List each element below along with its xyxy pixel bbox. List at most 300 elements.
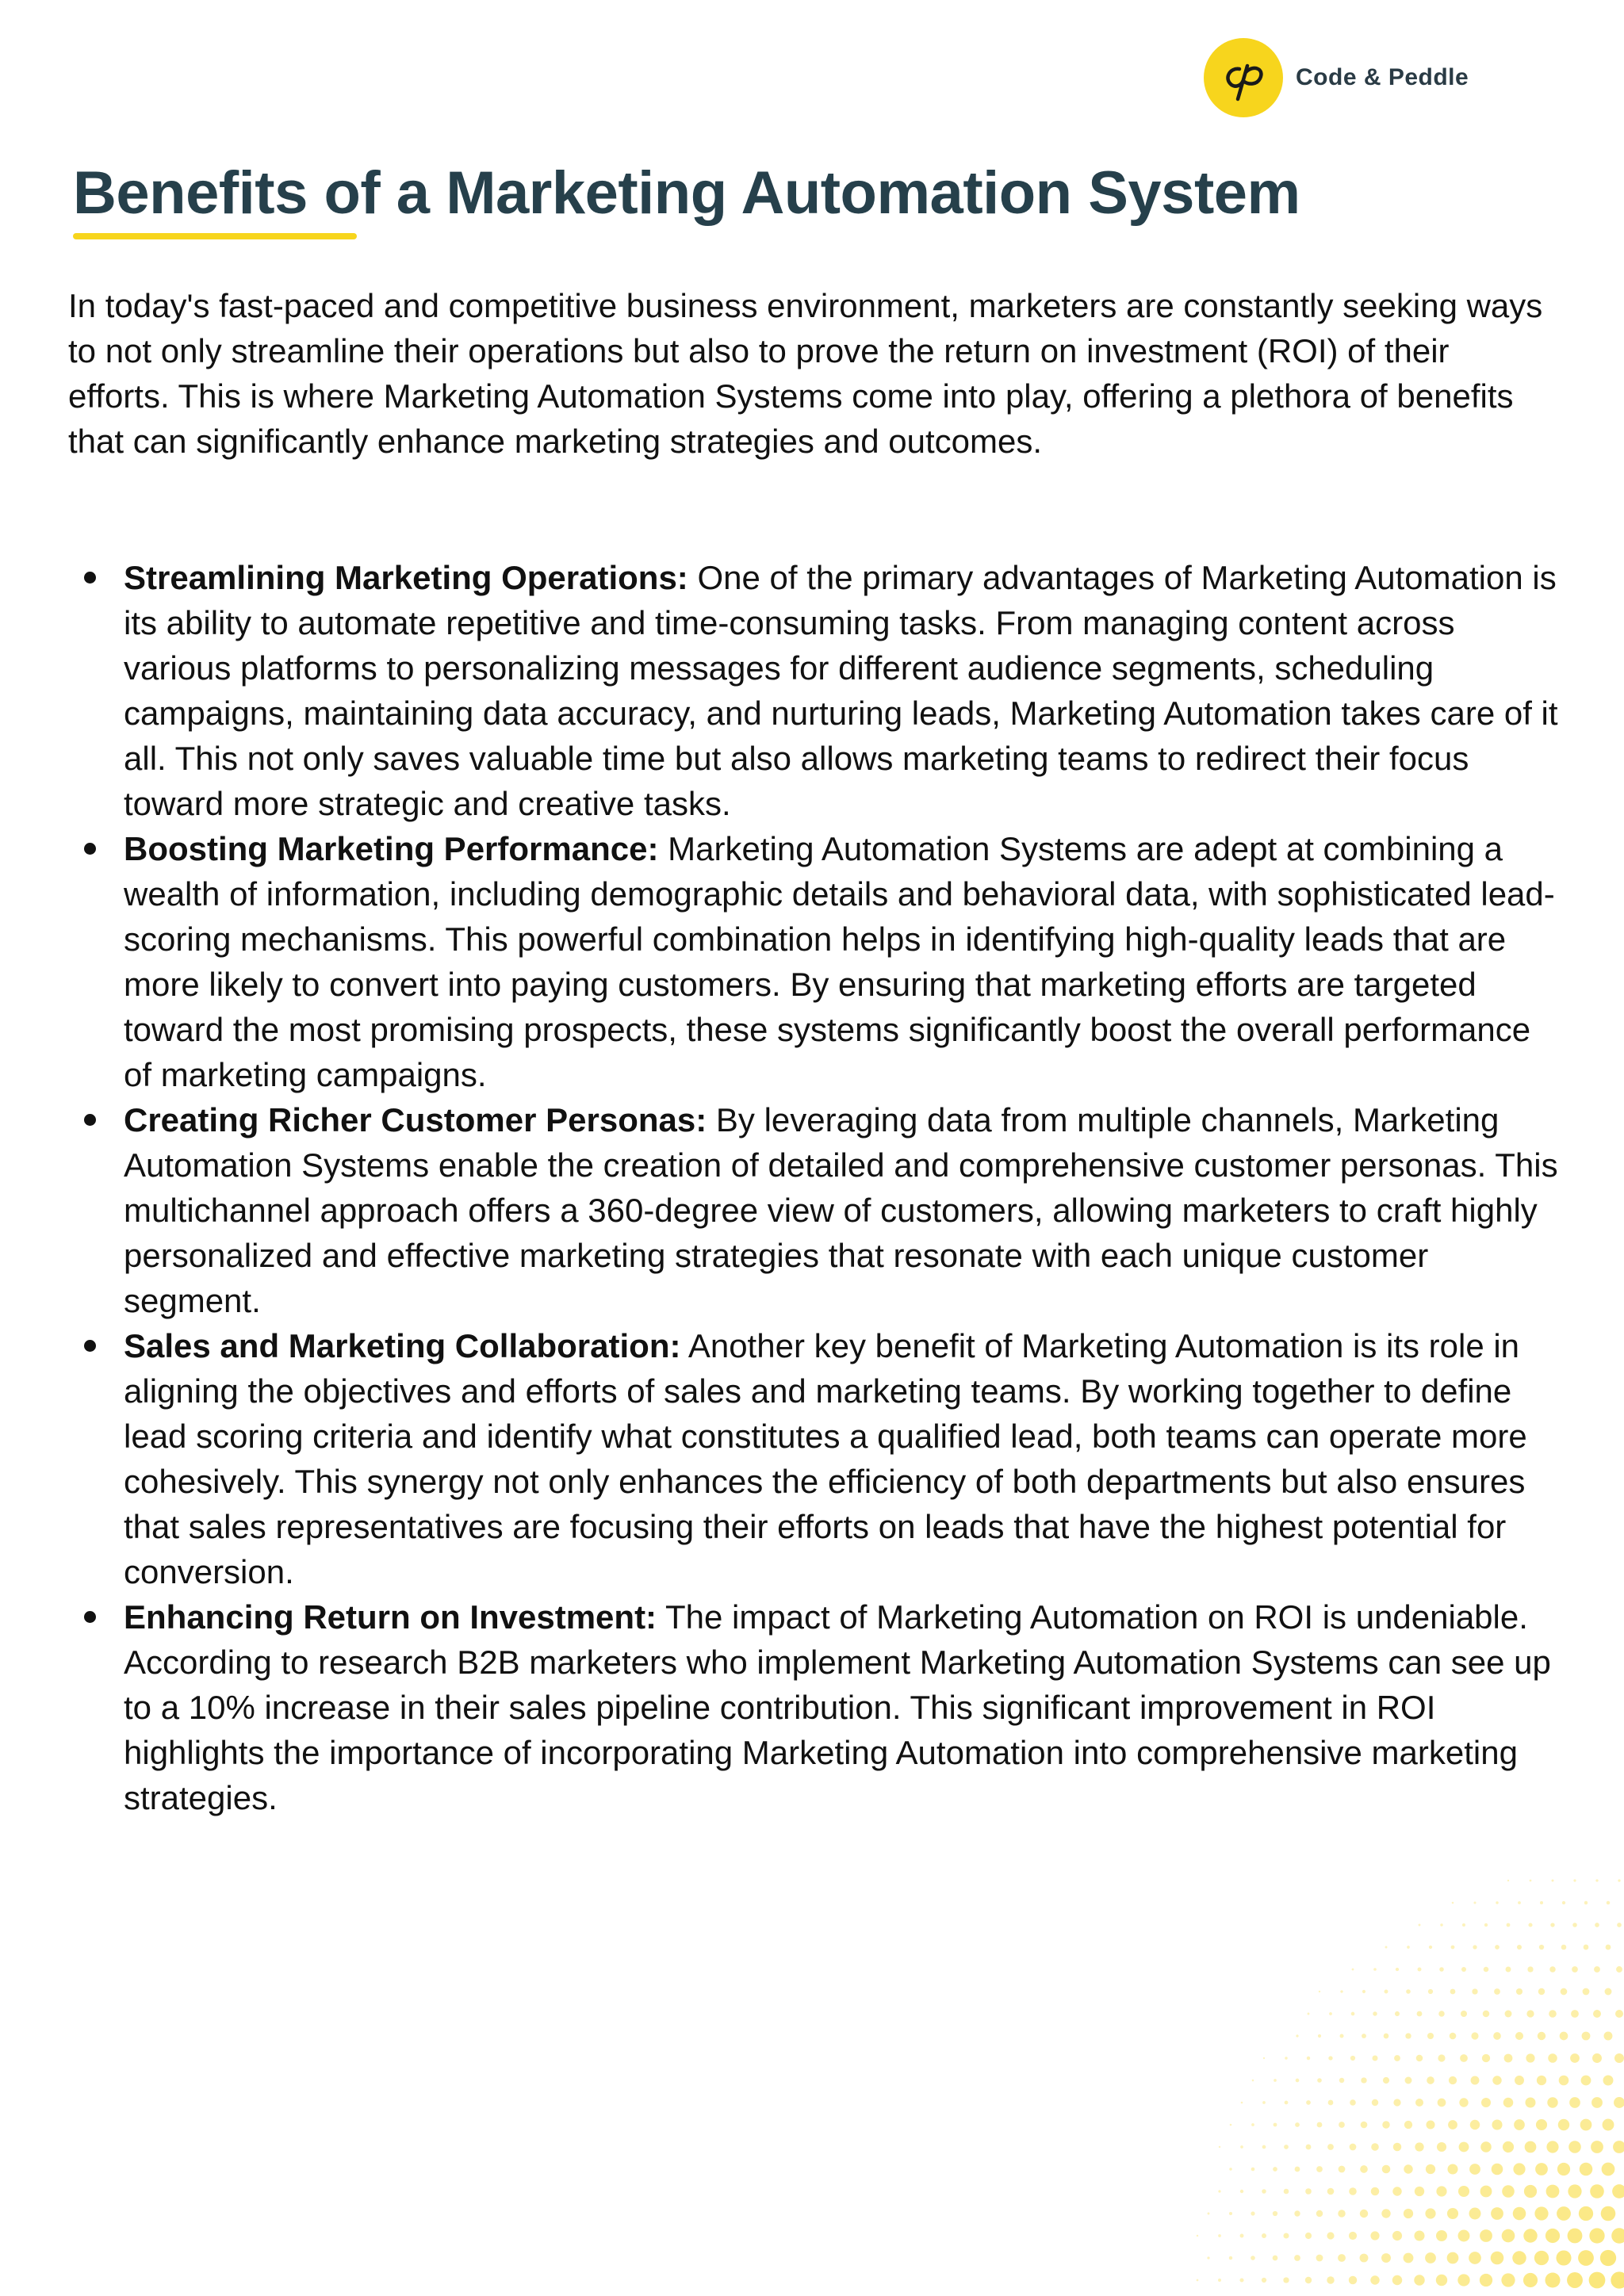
decorative-dot	[1306, 2145, 1312, 2150]
decorative-dot	[1471, 2076, 1480, 2085]
decorative-dot	[1285, 2057, 1287, 2059]
decorative-dot	[1523, 2273, 1538, 2287]
decorative-dot	[1473, 1901, 1476, 1904]
decorative-dot	[1394, 2055, 1400, 2061]
decorative-dot	[1592, 2053, 1602, 2063]
decorative-dot	[1349, 2232, 1357, 2240]
decorative-dot	[1568, 2141, 1581, 2153]
decorative-dot	[1338, 2254, 1346, 2262]
decorative-dot	[1539, 1945, 1544, 1950]
decorative-dot	[1373, 2011, 1377, 2015]
decorative-dot	[1339, 2122, 1345, 2128]
decorative-dot	[1362, 1990, 1365, 1993]
decorative-dot	[1415, 2142, 1423, 2151]
decorative-dot	[1450, 1989, 1456, 1995]
decorative-dot	[1571, 2010, 1579, 2018]
decorative-dot	[1601, 2206, 1616, 2221]
decorative-dot	[1404, 2121, 1412, 2129]
decorative-dot	[1197, 2235, 1198, 2237]
decorative-dot	[1295, 2167, 1300, 2172]
decorative-dot	[1284, 2145, 1289, 2149]
decorative-dot	[1327, 2144, 1334, 2150]
decorative-dot	[1240, 2234, 1244, 2238]
decorative-dot	[1611, 2271, 1624, 2288]
decorative-dot	[1339, 2078, 1345, 2084]
decorative-dot	[1395, 2011, 1400, 2016]
decorative-dot	[1618, 1879, 1620, 1881]
decorative-dot	[1589, 2272, 1606, 2289]
decorative-dot	[1285, 2101, 1289, 2105]
decorative-dot	[1427, 2033, 1434, 2039]
decorative-dot	[1614, 2097, 1624, 2108]
decorative-dot	[1461, 2011, 1467, 2017]
decorative-dot	[1240, 2190, 1243, 2193]
decorative-dot	[1251, 2123, 1254, 2126]
benefit-title: Boosting Marketing Performance:	[124, 830, 659, 867]
decorative-dot	[1573, 1879, 1576, 1881]
decorative-dot	[1425, 2208, 1435, 2218]
benefit-title: Streamlining Marketing Operations:	[124, 559, 688, 596]
decorative-dot	[1448, 2120, 1457, 2130]
decorative-dot	[1406, 1989, 1411, 1994]
decorative-dot	[1517, 1945, 1522, 1950]
decorative-dot	[1438, 2011, 1444, 2016]
decorative-dot	[1426, 2120, 1434, 2129]
brand-logo	[1204, 38, 1469, 117]
decorative-dot	[1328, 2100, 1334, 2106]
decorative-dot	[1469, 2164, 1480, 2175]
decorative-dot	[1568, 2229, 1583, 2244]
decorative-dot	[1252, 2080, 1254, 2082]
decorative-dot	[1561, 1945, 1567, 1950]
decorative-dot	[1439, 1967, 1444, 1972]
decorative-dot	[1338, 2210, 1345, 2217]
decorative-dot	[1316, 2210, 1323, 2217]
decorative-dot	[1569, 2097, 1580, 2108]
decorative-dot	[1417, 2011, 1423, 2017]
decorative-dot	[1262, 2145, 1266, 2149]
decorative-dot	[1319, 1991, 1320, 1992]
decorative-dot	[1218, 2234, 1221, 2237]
decorative-dot	[1611, 2228, 1624, 2244]
benefits-list	[68, 555, 1559, 1820]
decorative-dot	[1452, 1902, 1454, 1904]
decorative-dot	[1578, 2250, 1594, 2266]
decorative-dot	[1438, 2054, 1445, 2061]
decorative-dot	[1229, 2212, 1232, 2215]
decorative-dot	[1496, 1901, 1498, 1904]
cp-monogram-icon	[1216, 50, 1271, 105]
decorative-dot	[1362, 2034, 1366, 2038]
decorative-dot	[1526, 2053, 1534, 2062]
bullet-icon	[84, 572, 96, 584]
decorative-dot	[1584, 1945, 1589, 1950]
decorative-dot	[1385, 1946, 1388, 1949]
decorative-dot	[1197, 2279, 1199, 2282]
title-underline	[73, 233, 357, 239]
decorative-dot	[1327, 2232, 1334, 2239]
decorative-dot	[1458, 2186, 1469, 2197]
decorative-dot	[1262, 2101, 1266, 2104]
decorative-dot	[1361, 2077, 1366, 2083]
decorative-dot	[1274, 2079, 1277, 2082]
decorative-dot	[1416, 2055, 1423, 2062]
decorative-dot	[1437, 2142, 1446, 2152]
decorative-dot	[1427, 2076, 1434, 2084]
decorative-dot	[1568, 2184, 1581, 2198]
benefit-item-roi	[68, 1594, 1559, 1820]
decorative-dot	[1591, 2097, 1603, 2108]
decorative-dot	[1589, 2228, 1604, 2243]
decorative-dot	[1415, 2099, 1423, 2107]
decorative-dot	[1383, 2077, 1389, 2084]
decorative-dot	[1606, 1945, 1611, 1950]
decorative-dot	[1414, 2230, 1424, 2241]
brand-name: Code & Peddle	[1296, 64, 1469, 90]
decorative-dot	[1581, 2076, 1591, 2086]
decorative-dot	[1525, 2097, 1535, 2107]
decorative-dot	[1382, 2165, 1391, 2174]
decorative-dot	[1559, 2076, 1569, 2086]
bullet-icon	[84, 843, 96, 855]
decorative-dot	[1339, 2034, 1343, 2038]
decorative-dot	[1558, 2119, 1569, 2130]
decorative-dot	[1381, 2209, 1390, 2218]
decorative-dot	[1505, 2011, 1512, 2018]
decorative-dot	[1481, 2098, 1491, 2107]
logo-mark-icon	[1204, 38, 1283, 117]
decorative-dot	[1580, 2119, 1592, 2131]
decorative-dot	[1501, 2273, 1515, 2286]
decorative-dot	[1419, 1924, 1421, 1927]
decorative-dot	[1491, 2252, 1504, 2265]
decorative-dot	[1307, 2057, 1310, 2060]
decorative-dot	[1295, 2122, 1300, 2127]
decorative-dot	[1504, 2054, 1513, 2063]
decorative-dot	[1580, 2163, 1593, 2176]
benefit-text: Another key benefit of Marketing Automation is its role in aligning the objectives and efforts of sales and marketing teams. By working together to define lead scoring criteria and identify what constitutes a qualified lead, both teams can operate more cohesively. This synergy not only enhances the efficiency of both departments but also ensures that sales representatives are focusing their efforts on leads that have the highest potential for conversion.	[124, 1327, 1527, 1590]
decorative-dot	[1407, 1946, 1410, 1949]
decorative-dot	[1262, 2278, 1266, 2283]
decorative-dot	[1514, 2119, 1525, 2130]
decorative-dot	[1492, 2119, 1502, 2130]
decorative-dot	[1469, 2252, 1481, 2264]
decorative-dot	[1436, 2275, 1447, 2286]
decorative-dot	[1535, 2163, 1548, 2175]
decorative-dot	[1305, 2188, 1312, 2195]
decorative-dot	[1583, 1988, 1590, 1996]
decorative-dot	[1562, 1901, 1565, 1904]
decorative-dot	[1296, 2079, 1300, 2083]
decorative-dot	[1372, 2055, 1377, 2061]
page-title: Benefits of a Marketing Automation System	[73, 159, 1300, 227]
decorative-dot	[1350, 2099, 1356, 2106]
decorative-dot	[1239, 2278, 1243, 2282]
decorative-dot	[1556, 2250, 1571, 2265]
decorative-dot	[1579, 2206, 1593, 2221]
decorative-dot	[1615, 2010, 1623, 2018]
decorative-dot-pattern	[1180, 1852, 1624, 2296]
bullet-icon	[84, 1611, 96, 1623]
benefit-text: The impact of Marketing Automation on ROI is undeniable. According to research B2B marketers who implement Marketing Automation Systems can see up to a 10% increase in their sales pipeline contribution. This significant improvement in ROI highlights the importance of incorporating Marketing Automation into comprehensive marketing strategies.	[124, 1598, 1551, 1816]
decorative-dot	[1349, 2276, 1357, 2284]
decorative-dot	[1273, 2167, 1277, 2172]
decorative-dot	[1451, 1946, 1455, 1950]
decorative-dot	[1549, 2010, 1557, 2018]
decorative-dot	[1582, 2032, 1591, 2041]
decorative-dot	[1590, 2184, 1604, 2198]
benefit-text: One of the primary advantages of Marketing Automation is its ability to automate repetitive and time-consuming tasks. From managing content across various platforms to personalizing messages for different audience segments, scheduling campaigns, maintaining data accuracy, and nurturing leads, Marketing Automation takes care of it all. This not only saves valuable time but also allows marketing teams to redirect their focus toward more strategic and creative tasks.	[124, 559, 1558, 822]
benefit-title: Sales and Marketing Collaboration:	[124, 1327, 681, 1364]
decorative-dot	[1538, 1988, 1545, 1995]
decorative-dot	[1308, 2013, 1310, 2015]
decorative-dot	[1384, 2034, 1389, 2039]
decorative-dot	[1530, 1880, 1532, 1882]
decorative-dot	[1370, 2231, 1379, 2240]
decorative-dot	[1495, 1945, 1500, 1950]
decorative-dot	[1480, 2141, 1492, 2152]
decorative-dot	[1382, 2121, 1389, 2128]
decorative-dot	[1536, 2119, 1547, 2130]
decorative-dot	[1328, 2056, 1332, 2060]
decorative-dot	[1549, 1966, 1556, 1973]
decorative-dot	[1385, 1990, 1388, 1994]
decorative-dot	[1350, 2144, 1357, 2151]
decorative-dot	[1361, 2122, 1368, 2129]
decorative-dot	[1546, 2185, 1560, 2198]
decorative-dot	[1218, 2190, 1220, 2192]
decorative-dot	[1507, 1880, 1509, 1881]
decorative-dot	[1229, 2256, 1232, 2260]
decorative-dot	[1405, 2033, 1411, 2038]
decorative-dot	[1218, 2279, 1221, 2282]
decorative-dot	[1584, 1901, 1588, 1904]
decorative-dot	[1616, 1966, 1622, 1973]
decorative-dot	[1262, 2233, 1266, 2238]
decorative-dot	[1518, 1901, 1521, 1904]
decorative-dot	[1480, 2229, 1492, 2242]
decorative-dot	[1207, 2256, 1209, 2259]
decorative-dot	[1483, 2011, 1489, 2017]
decorative-dot	[1436, 2230, 1447, 2241]
decorative-dot	[1507, 1923, 1511, 1927]
decorative-dot	[1429, 1946, 1432, 1949]
decorative-dot	[1600, 2250, 1616, 2266]
decorative-dot	[1459, 2098, 1468, 2107]
decorative-dot	[1523, 2229, 1537, 2242]
decorative-dot	[1274, 2123, 1277, 2127]
decorative-dot	[1329, 2012, 1332, 2015]
decorative-dot	[1548, 2053, 1557, 2063]
decorative-dot	[1393, 2099, 1400, 2106]
decorative-dot	[1393, 2143, 1401, 2151]
decorative-dot	[1396, 1968, 1399, 1971]
decorative-dot	[1306, 2100, 1311, 2105]
decorative-dot	[1602, 2163, 1615, 2176]
decorative-dot	[1459, 2142, 1469, 2152]
decorative-dot	[1263, 2057, 1265, 2059]
decorative-dot	[1526, 2010, 1534, 2017]
decorative-dot	[1273, 2256, 1278, 2261]
decorative-dot	[1513, 2207, 1526, 2221]
decorative-dot	[1414, 2275, 1424, 2285]
benefit-title: Enhancing Return on Investment:	[124, 1598, 657, 1636]
decorative-dot	[1240, 2145, 1243, 2149]
decorative-dot	[1229, 2168, 1231, 2170]
decorative-dot	[1294, 2210, 1300, 2216]
decorative-dot	[1545, 2229, 1560, 2243]
decorative-dot	[1458, 2230, 1470, 2242]
decorative-dot	[1617, 1923, 1622, 1927]
decorative-dot	[1537, 2076, 1546, 2085]
decorative-dot	[1339, 2166, 1346, 2173]
decorative-dot	[1251, 2256, 1255, 2260]
decorative-dot	[1534, 2206, 1548, 2220]
decorative-dot	[1613, 2141, 1624, 2153]
benefit-item-personas	[68, 1097, 1559, 1323]
decorative-dot	[1370, 2275, 1379, 2284]
decorative-dot	[1528, 1923, 1532, 1927]
decorative-dot	[1603, 2076, 1614, 2086]
benefit-text: Marketing Automation Systems are adept at combining a wealth of information, including demographic details and behavioral data, with sophisticated lead-scoring mechanisms. This powerful combination helps in identifying high-quality leads that are more likely to convert into paying customers. By ensuring that marketing efforts are targeted toward the most promising prospects, these systems significantly boost the overall performance of marketing campaigns.	[124, 830, 1555, 1093]
decorative-dot	[1512, 2251, 1526, 2264]
decorative-dot	[1540, 1901, 1543, 1904]
decorative-dot	[1538, 2032, 1545, 2040]
decorative-dot	[1317, 2078, 1322, 2083]
decorative-dot	[1572, 1923, 1577, 1927]
decorative-dot	[1604, 2032, 1613, 2041]
decorative-dot	[1372, 2099, 1378, 2106]
decorative-dot	[1603, 2119, 1614, 2131]
decorative-dot	[1527, 1966, 1533, 1972]
decorative-dot	[1327, 2276, 1334, 2283]
decorative-dot	[1515, 2032, 1523, 2040]
decorative-dot	[1316, 2166, 1323, 2172]
decorative-dot	[1305, 2233, 1312, 2239]
decorative-dot	[1607, 1901, 1611, 1905]
decorative-dot	[1208, 2213, 1210, 2215]
decorative-dot	[1534, 2251, 1549, 2265]
benefit-title: Creating Richer Customer Personas:	[124, 1101, 707, 1138]
decorative-dot	[1591, 2141, 1603, 2153]
decorative-dot	[1594, 1966, 1600, 1973]
decorative-dot	[1614, 2053, 1624, 2063]
decorative-dot	[1494, 1988, 1500, 1995]
decorative-dot	[1561, 1988, 1568, 1996]
decorative-dot	[1283, 2233, 1289, 2238]
decorative-dot	[1560, 2032, 1568, 2041]
decorative-dot	[1283, 2277, 1289, 2283]
decorative-dot	[1461, 1967, 1466, 1972]
decorative-dot	[1404, 2164, 1412, 2173]
decorative-dot	[1513, 2163, 1525, 2175]
decorative-dot	[1595, 1879, 1598, 1881]
decorative-dot	[1546, 2141, 1558, 2152]
decorative-dot	[1251, 2168, 1255, 2172]
decorative-dot	[1493, 2032, 1501, 2040]
decorative-dot	[1219, 2146, 1220, 2148]
decorative-dot	[1404, 2209, 1413, 2218]
decorative-dot	[1415, 2187, 1424, 2196]
bullet-icon	[84, 1114, 96, 1126]
decorative-dot	[1241, 2102, 1243, 2104]
decorative-dot	[1593, 2010, 1601, 2018]
decorative-dot	[1318, 2034, 1321, 2038]
decorative-dot	[1351, 2012, 1355, 2016]
decorative-dot	[1428, 1989, 1433, 1994]
decorative-dot	[1491, 2207, 1503, 2220]
decorative-dot	[1251, 2211, 1254, 2215]
decorative-dot	[1605, 1988, 1612, 1996]
decorative-dot	[1557, 2206, 1571, 2221]
decorative-dot	[1525, 2141, 1537, 2153]
decorative-dot	[1438, 2099, 1446, 2107]
decorative-dot	[1327, 2188, 1335, 2195]
decorative-dot	[1284, 2189, 1289, 2195]
decorative-dot	[1296, 2034, 1298, 2037]
decorative-dot	[1450, 2033, 1457, 2040]
decorative-dot	[1457, 2274, 1469, 2286]
decorative-dot	[1230, 2124, 1232, 2126]
benefit-item-collaboration	[68, 1323, 1559, 1594]
benefit-text: By leveraging data from multiple channels, Marketing Automation Systems enable the creation of detailed and comprehensive customer personas. This multichannel approach offers a 360-degree view of customers, allowing marketers to craft highly personalized and effective marketing strategies that resonate with each unique customer segment.	[124, 1101, 1558, 1319]
decorative-dot	[1595, 1923, 1599, 1927]
decorative-dot	[1612, 2184, 1624, 2198]
decorative-dot	[1381, 2253, 1391, 2263]
decorative-dot	[1440, 1923, 1442, 1926]
decorative-dot	[1471, 2032, 1478, 2039]
decorative-dot	[1462, 1923, 1465, 1927]
decorative-dot	[1294, 2255, 1300, 2261]
decorative-dot	[1273, 2211, 1277, 2216]
decorative-dot	[1360, 2254, 1369, 2263]
decorative-dot	[1506, 1967, 1511, 1973]
decorative-dot	[1447, 2208, 1458, 2219]
decorative-dot	[1572, 1966, 1578, 1973]
decorative-dot	[1360, 2165, 1368, 2173]
decorative-dot	[1492, 2076, 1501, 2084]
decorative-dot	[1349, 2187, 1357, 2195]
decorative-dot	[1469, 2208, 1481, 2220]
decorative-dot	[1305, 2277, 1312, 2283]
decorative-dot	[1360, 2210, 1368, 2218]
decorative-dot	[1470, 2120, 1480, 2130]
decorative-dot	[1515, 2076, 1524, 2085]
decorative-dot	[1317, 2122, 1323, 2128]
decorative-dot	[1502, 2185, 1515, 2198]
decorative-dot	[1557, 2163, 1570, 2175]
decorative-dot	[1316, 2255, 1323, 2262]
decorative-dot	[1447, 2252, 1459, 2264]
decorative-dot	[1350, 2056, 1355, 2061]
decorative-dot	[1436, 2186, 1446, 2196]
decorative-dot	[1482, 2054, 1490, 2062]
decorative-dot	[1262, 2189, 1266, 2194]
benefit-item-streamlining	[68, 555, 1559, 826]
decorative-dot	[1480, 2186, 1492, 2198]
decorative-dot	[1373, 1968, 1377, 1971]
decorative-dot	[1484, 1923, 1488, 1927]
decorative-dot	[1567, 2272, 1583, 2288]
decorative-dot	[1418, 1968, 1422, 1972]
decorative-dot	[1570, 2053, 1580, 2063]
bullet-icon	[84, 1340, 96, 1352]
decorative-dot	[1371, 2143, 1379, 2151]
decorative-dot	[1503, 2098, 1514, 2108]
decorative-dot	[1392, 2187, 1401, 2195]
decorative-dot	[1552, 1880, 1554, 1882]
decorative-dot	[1460, 2054, 1468, 2062]
